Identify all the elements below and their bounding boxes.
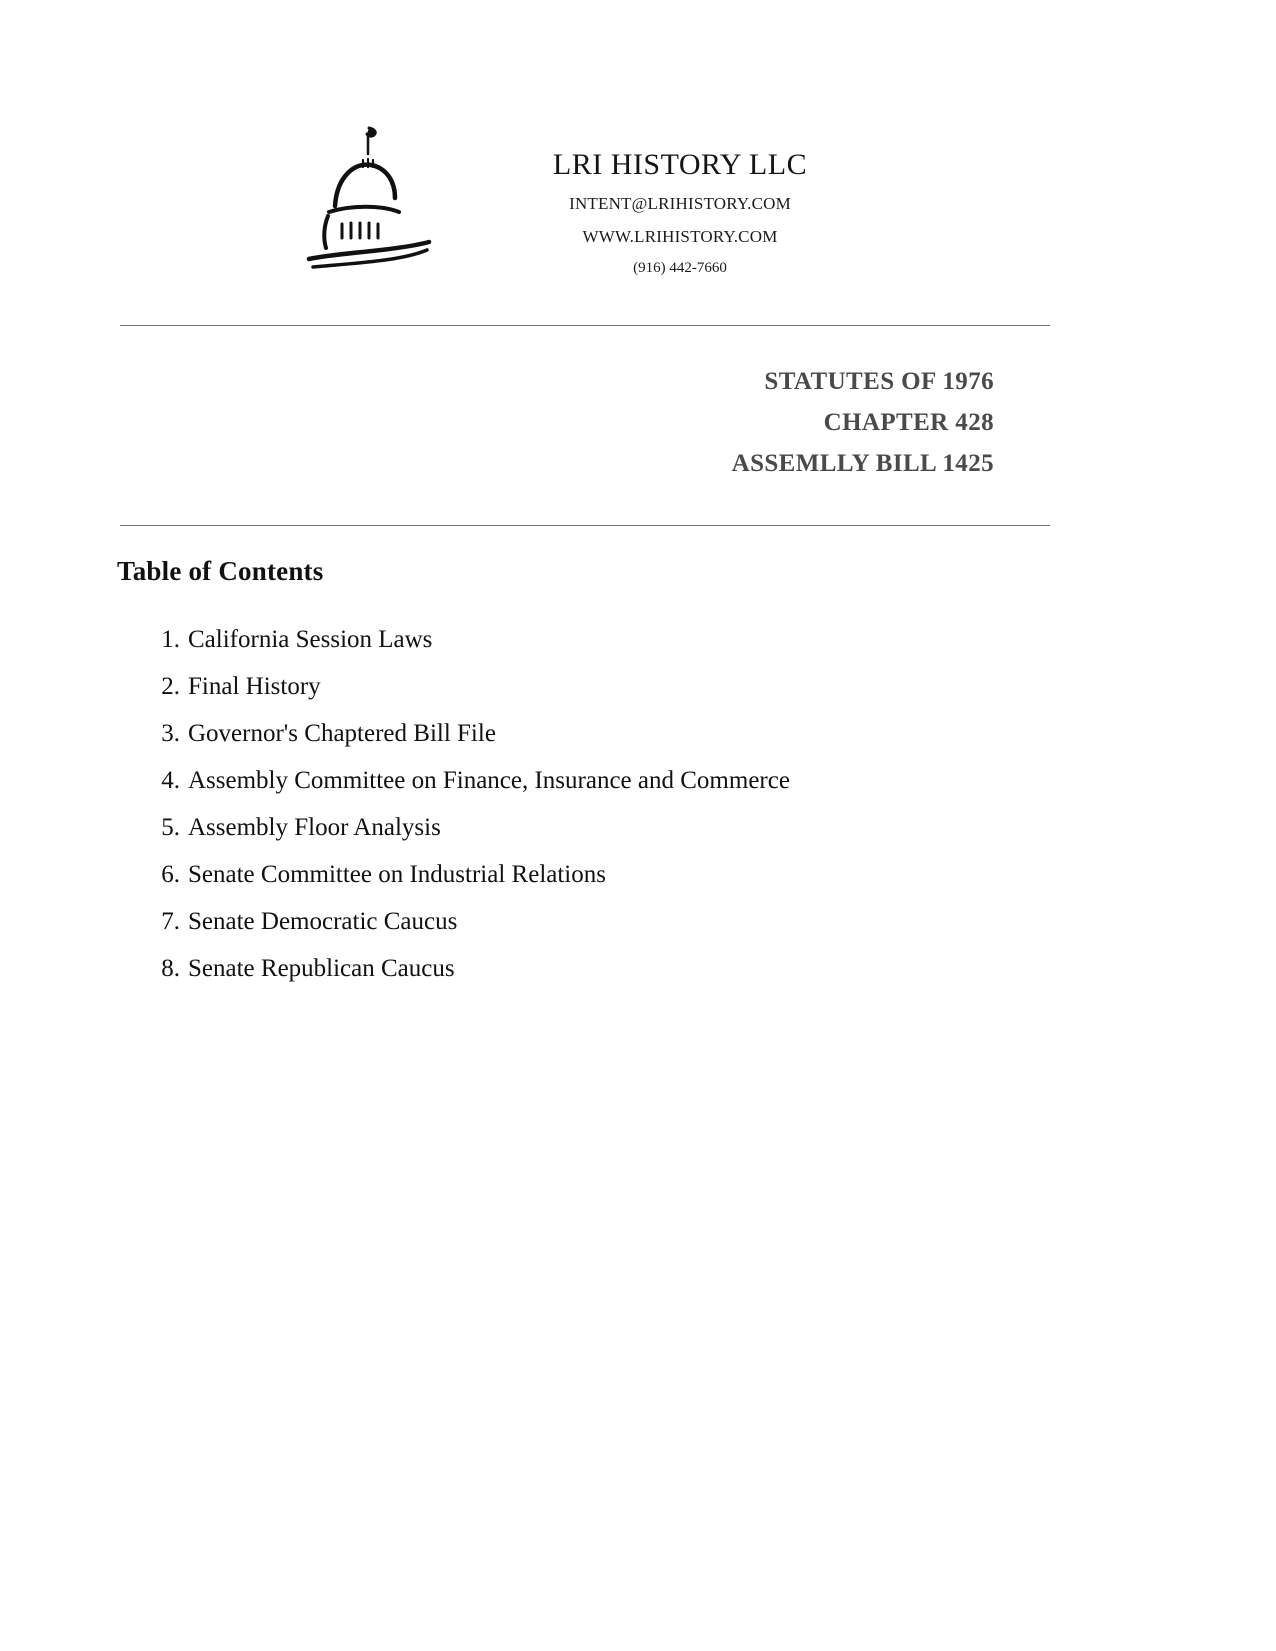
list-item-label: Final History [188, 673, 321, 700]
company-phone: (916) 442-7660 [633, 260, 727, 276]
list-item-label: Assembly Committee on Finance, Insurance and Commerce [188, 767, 790, 794]
list-item-number: 8. [161, 955, 180, 982]
list-item-number: 1. [161, 626, 180, 653]
list-item-number: 6. [161, 861, 180, 888]
list-item-label: Governor's Chaptered Bill File [188, 720, 496, 747]
company-email: INTENT@LRIHISTORY.COM [569, 194, 791, 213]
page-title: Table of Contents [117, 556, 324, 586]
list-item-label: Senate Committee on Industrial Relations [188, 861, 606, 888]
list-item-label: Senate Democratic Caucus [188, 908, 458, 935]
brand-block [460, 148, 900, 277]
document-title-block [120, 362, 994, 484]
list-item [161, 804, 1068, 851]
divider-top [120, 325, 1050, 326]
capitol-dome-icon [295, 120, 445, 290]
title-statutes: STATUTES OF 1976 [764, 368, 994, 395]
list-item-number: 3. [161, 720, 180, 747]
list-item-number: 4. [161, 767, 180, 794]
list-item [161, 710, 1068, 757]
list-item-label: California Session Laws [188, 626, 433, 653]
list-item [161, 757, 1068, 804]
list-item [161, 616, 1068, 663]
table-of-contents-list [140, 616, 1068, 992]
divider-bottom [120, 525, 1050, 526]
list-item [161, 851, 1068, 898]
list-item [161, 663, 1068, 710]
title-chapter: CHAPTER 428 [823, 408, 994, 436]
list-item-number: 5. [161, 814, 180, 841]
company-name: LRI HISTORY LLC [552, 148, 808, 181]
list-item-label: Assembly Floor Analysis [188, 814, 441, 841]
list-item [161, 898, 1068, 945]
letterhead [120, 110, 1050, 300]
list-item-number: 7. [161, 908, 180, 935]
title-bill: ASSEMLLY BILL 1425 [731, 449, 994, 477]
list-item-number: 2. [161, 673, 180, 700]
company-website: WWW.LRIHISTORY.COM [582, 227, 778, 246]
list-item [161, 945, 1068, 992]
list-item-label: Senate Republican Caucus [188, 955, 455, 982]
